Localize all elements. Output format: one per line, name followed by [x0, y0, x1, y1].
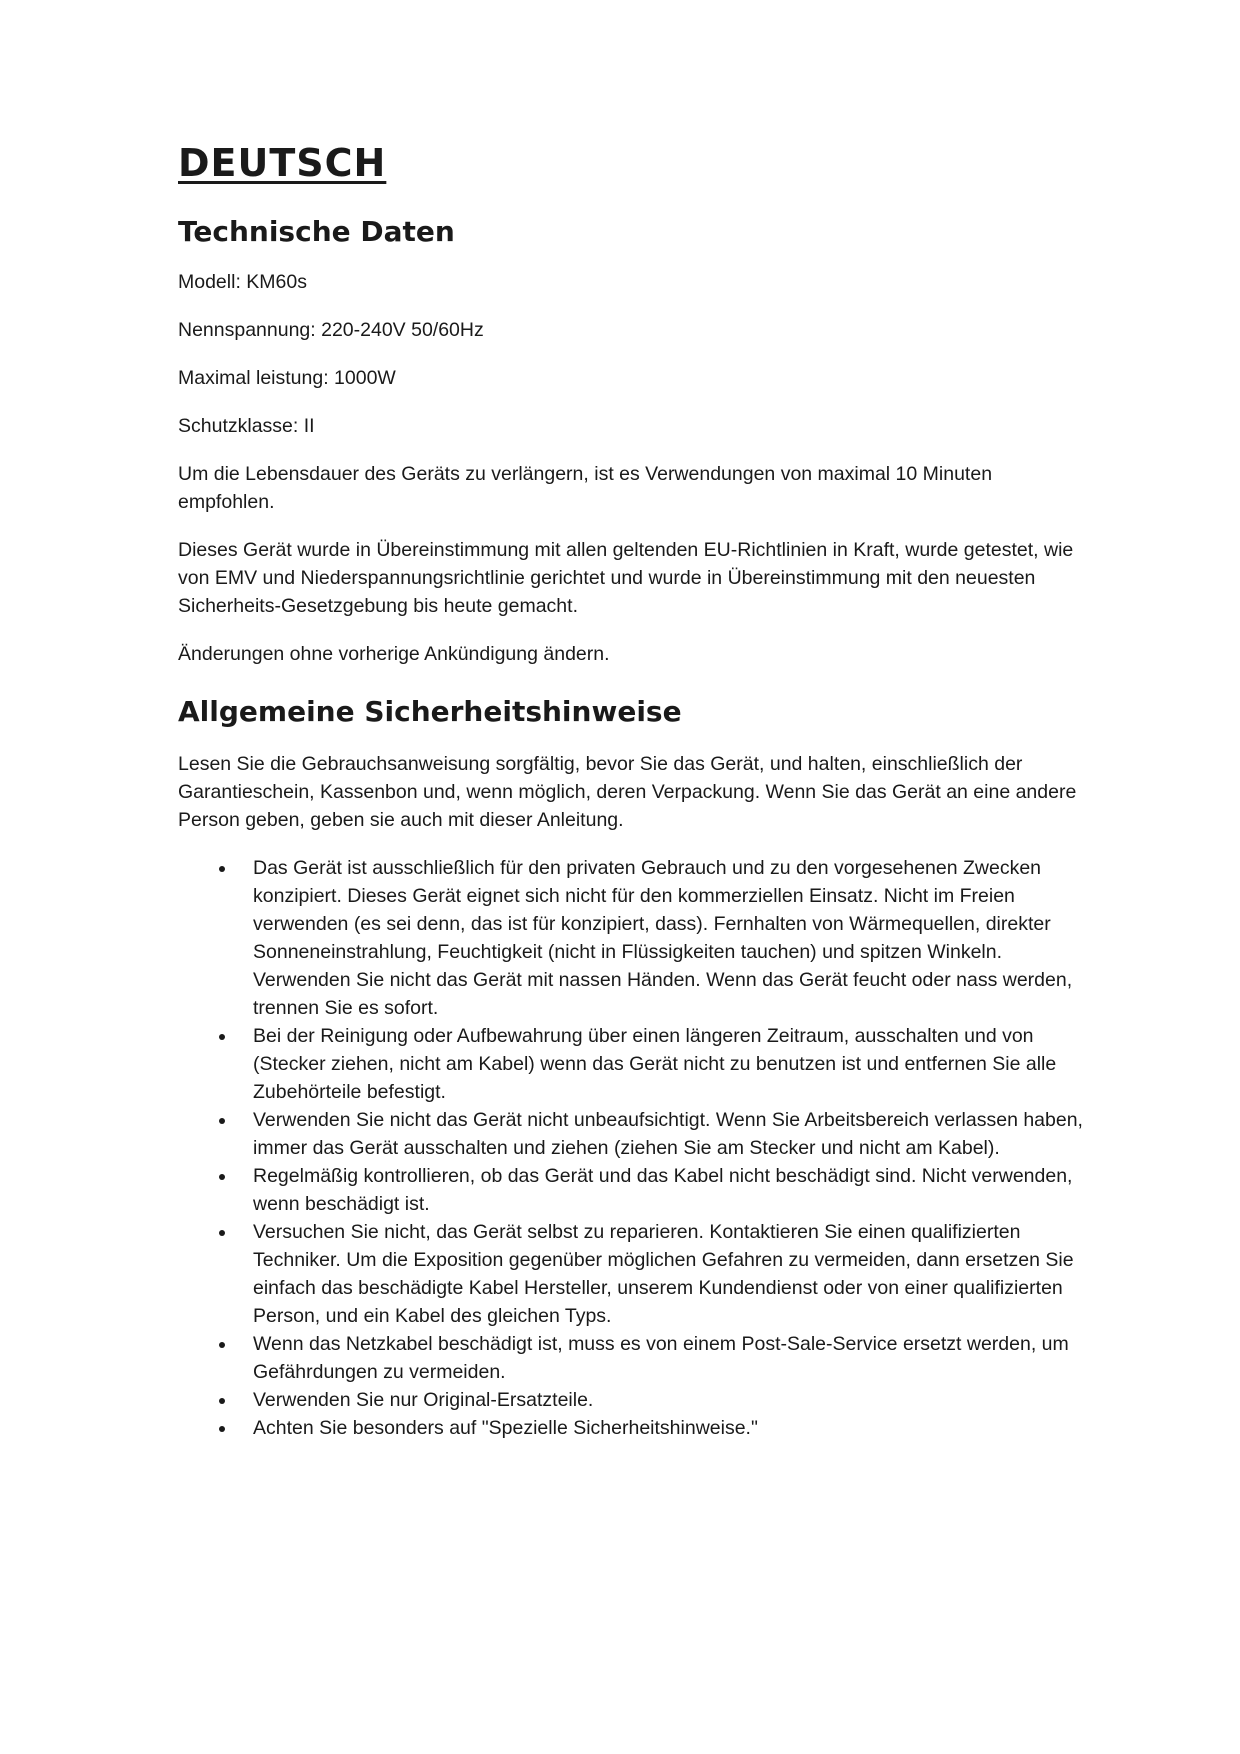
- safety-list: [178, 854, 1088, 1442]
- list-item-text: Das Gerät ist ausschließlich für den privaten Gebrauch und zu den vorgesehenen Zwecken konzipiert. Dieses Gerät eignet sich nicht für den kommerziellen Einsatz. Nicht im Freien verwenden (es sei denn, das ist für konzipiert, dass). Fernhalten von Wärmequellen, direkter Sonneneinstrahlung, Feuchtigkeit (nicht in Flüssigkeiten tauchen) und spitzen Winkeln. Verwenden Sie nicht das Gerät mit nassen Händen. Wenn das Gerät feucht oder nass werden, trennen Sie es sofort.: [253, 857, 1073, 1019]
- bullet-icon: [219, 1398, 225, 1404]
- list-item-text: Verwenden Sie nicht das Gerät nicht unbeaufsichtigt. Wenn Sie Arbeitsbereich verlassen haben, immer das Gerät ausschalten und ziehen (ziehen Sie am Stecker und nicht am Kabel).: [253, 1109, 1083, 1159]
- language-title: DEUTSCH: [178, 141, 387, 185]
- list-item: [178, 1386, 1088, 1414]
- bullet-icon: [219, 1230, 225, 1236]
- bullet-icon: [219, 1174, 225, 1180]
- list-item-text: Regelmäßig kontrollieren, ob das Gerät und das Kabel nicht beschädigt sind. Nicht verwenden, wenn beschädigt ist.: [253, 1165, 1073, 1215]
- bullet-icon: [219, 866, 225, 872]
- list-item: [178, 1414, 1088, 1442]
- list-item: [178, 1330, 1088, 1386]
- bullet-icon: [219, 1342, 225, 1348]
- spec-max-power: Maximal leistung: 1000W: [178, 367, 396, 389]
- list-item-text: Achten Sie besonders auf "Spezielle Sicherheitshinweise.": [253, 1417, 758, 1439]
- spec-model: Modell: KM60s: [178, 271, 307, 293]
- paragraph-usage-duration: Um die Lebensdauer des Geräts zu verlängern, ist es Verwendungen von maximal 10 Minuten empfohlen.: [178, 463, 993, 513]
- list-item-text: Bei der Reinigung oder Aufbewahrung über einen längeren Zeitraum, ausschalten und von (Stecker ziehen, nicht am Kabel) wenn das Gerät nicht zu benutzen ist und entfernen Sie alle Zubehörteile befestigt.: [253, 1025, 1057, 1103]
- document-page: [178, 140, 1088, 1442]
- list-item: [178, 1162, 1088, 1218]
- list-item: [178, 1218, 1088, 1330]
- spec-rated-voltage: Nennspannung: 220-240V 50/60Hz: [178, 319, 484, 341]
- paragraph-changes-notice: Änderungen ohne vorherige Ankündigung ändern.: [178, 643, 610, 665]
- list-item: [178, 1106, 1088, 1162]
- bullet-icon: [219, 1034, 225, 1040]
- paragraph-eu-compliance: Dieses Gerät wurde in Übereinstimmung mit allen geltenden EU-Richtlinien in Kraft, wurde getestet, wie von EMV und Niederspannungsrichtlinie gerichtet und wurde in Übereinstimmung mit den neuesten Sicherheits-Gesetzgebung bis heute gemacht.: [178, 539, 1074, 617]
- list-item-text: Wenn das Netzkabel beschädigt ist, muss es von einem Post-Sale-Service ersetzt werden, um Gefährdungen zu vermeiden.: [253, 1333, 1069, 1383]
- paragraph-safety-intro: Lesen Sie die Gebrauchsanweisung sorgfältig, bevor Sie das Gerät, und halten, einschließlich der Garantieschein, Kassenbon und, wenn möglich, deren Verpackung. Wenn Sie das Gerät an eine andere Person geben, geben sie auch mit dieser Anleitung.: [178, 753, 1077, 831]
- section-title-safety: Allgemeine Sicherheitshinweise: [178, 695, 682, 728]
- list-item: [178, 854, 1088, 1022]
- list-item: [178, 1022, 1088, 1106]
- list-item-text: Versuchen Sie nicht, das Gerät selbst zu reparieren. Kontaktieren Sie einen qualifizierten Techniker. Um die Exposition gegenüber möglichen Gefahren zu vermeiden, dann ersetzen Sie einfach das beschädigte Kabel Hersteller, unserem Kundendienst oder von einer qualifizierten Person, und ein Kabel des gleichen Typs.: [253, 1221, 1074, 1327]
- spec-protection-class: Schutzklasse: II: [178, 415, 315, 437]
- section-title-technical-data: Technische Daten: [178, 215, 455, 248]
- list-item-text: Verwenden Sie nur Original-Ersatzteile.: [253, 1389, 594, 1411]
- bullet-icon: [219, 1118, 225, 1124]
- bullet-icon: [219, 1426, 225, 1432]
